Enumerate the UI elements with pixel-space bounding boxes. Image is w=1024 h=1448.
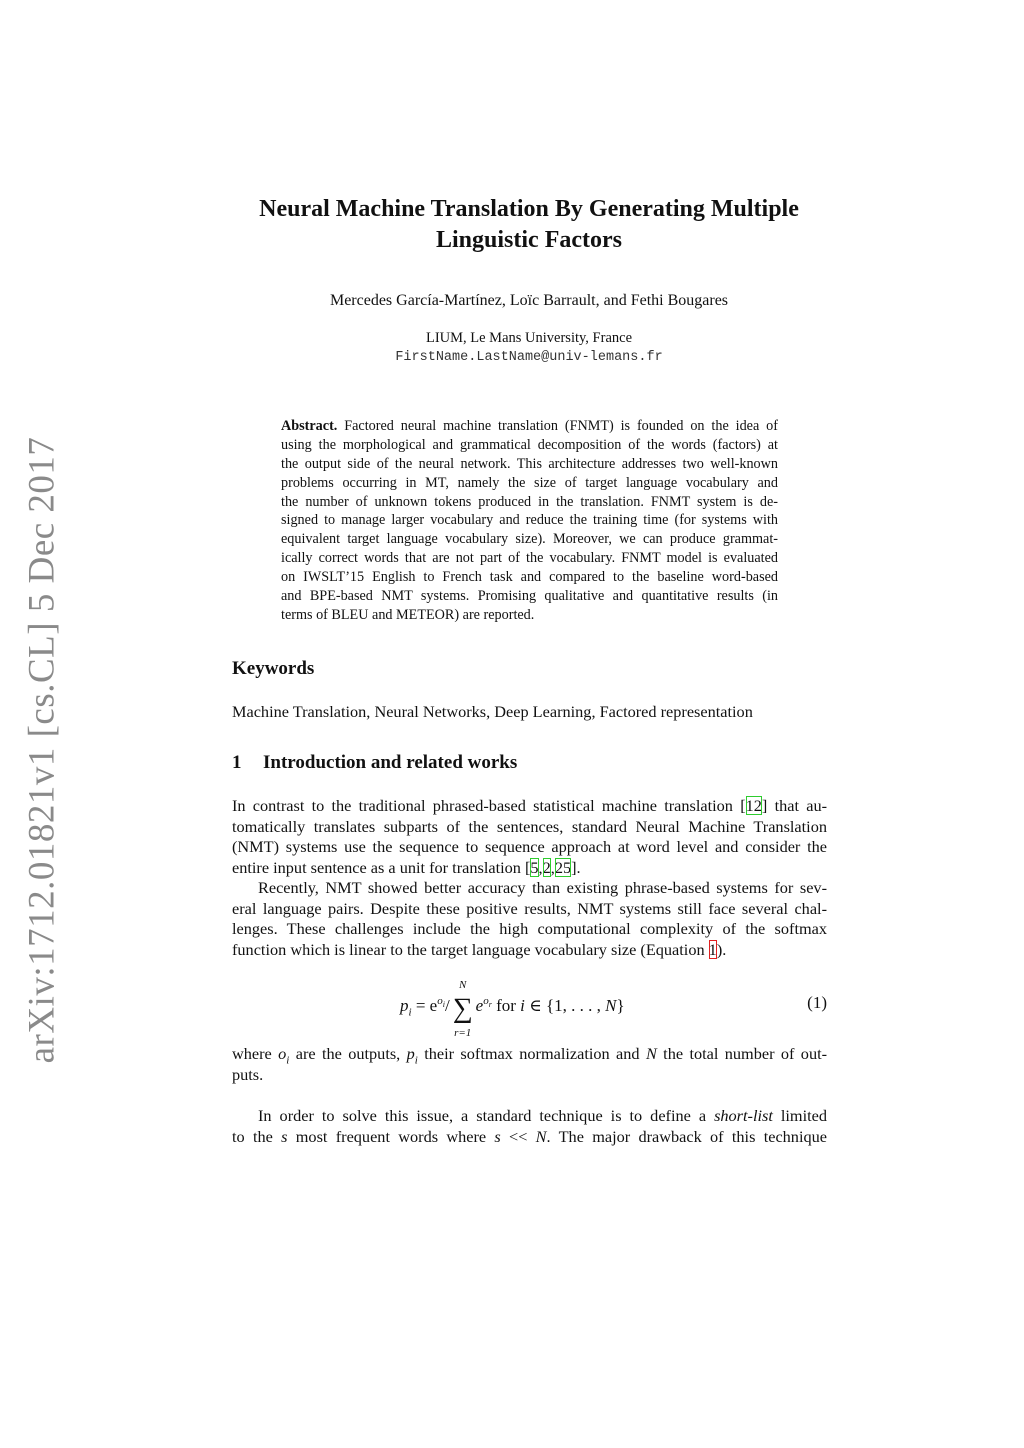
text: function which is linear to the target language vocabulary size (Equation [232,939,709,959]
equation-number: (1) [807,993,827,1012]
body-line: Recently, NMT showed better accuracy than existing phrase-based systems for sev- [258,878,827,897]
keywords-text: Machine Translation, Neural Networks, Deep Learning, Factored representation [232,702,753,721]
abstract-text: Factored neural machine translation (FNMT) is founded on the idea of [337,418,778,434]
text: most frequent words where [287,1126,495,1146]
paragraph-4 [232,1106,827,1147]
text: are the outputs, [289,1044,407,1063]
section-number: 1 [232,752,242,773]
body-line [232,940,827,961]
citation-link[interactable]: 2 [542,857,551,877]
body-line [232,1044,827,1065]
paragraph-2 [232,878,827,960]
citation-link[interactable]: 25 [554,857,572,877]
text: ). [716,939,727,959]
math: s [281,1126,288,1146]
section-title: Introduction and related works [263,752,518,773]
body-line: puts. [232,1064,264,1084]
sigma: ∑ [452,993,473,1024]
text: , [538,857,543,877]
text: In order to solve this issue, a standard technique is to define a [258,1106,715,1125]
math: } [616,996,625,1015]
abstract-line: the number of unknown tokens produced in the translation. FNMT system is de- [281,493,778,510]
authors: Mercedes García-Martínez, Loïc Barrault, and Fethi Bougares [329,292,729,309]
text: where [232,1044,279,1063]
body-line: eral language pairs. Despite these positive results, NMT systems still face several chal- [232,898,827,918]
summation [450,979,476,1039]
math: o [437,995,443,1008]
math: i [414,1054,418,1067]
math: N [535,1126,547,1146]
abstract-line: equivalent target language vocabulary size). Moreover, we can produce grammat- [281,531,778,548]
paper-title [200,194,858,256]
math: = e [411,996,438,1015]
affiliation: LIUM, Le Mans University, France [425,330,633,346]
abstract-line: on IWSLT’15 English to French task and compared to the baseline word-based [281,569,778,586]
math: / [444,996,450,1015]
text: to the [232,1126,282,1146]
paragraph-3 [232,1044,827,1085]
body-line: lenges. These challenges include the high computational complexity of the softmax [232,919,827,938]
abstract-label: Abstract. [281,418,338,434]
abstract-line: problems occurring in MT, namely the size of target language vocabulary and [281,474,778,491]
math: o [483,995,489,1008]
abstract-line: signed to manage larger vocabulary and reduce the training time (for systems with [281,512,778,529]
citation-link[interactable]: 5 [530,857,539,877]
body-line [232,858,827,879]
text: entire input sentence as a unit for translation [ [232,857,531,877]
arxiv-identifier-stamp: arXiv:1712.01821v1 [cs.CL] 5 Dec 2017 [21,436,63,1064]
math: e [475,996,484,1015]
body-line [232,1106,827,1127]
text: ]. [571,857,581,877]
text: limited [772,1106,827,1125]
math: r [488,1000,492,1010]
math: i [442,1000,445,1010]
text: their softmax normalization and [417,1044,646,1063]
citation-link[interactable]: 12 [745,796,762,815]
emphasis: short-list [714,1106,773,1125]
sum-lower: r=1 [454,1027,472,1039]
paragraph-1 [232,796,827,878]
math: i [520,996,525,1015]
equation-reference-link[interactable]: 1 [708,939,717,959]
math: << [500,1126,536,1146]
text: the total number of out- [656,1044,828,1063]
sum-upper: N [459,979,467,991]
abstract-line: terms of BLEU and METEOR) are reported. [281,606,535,623]
abstract-line [281,417,778,436]
section-heading [232,752,517,774]
abstract-line: the output side of the neural network. This architecture addresses two well-known [281,455,778,472]
math: p [400,996,409,1015]
abstract-line: ically correct words that are not part of the vocabulary. FNMT model is evaluated [281,550,778,567]
text: . The major drawback of this technique [546,1126,827,1146]
math: ∈ {1, . . . , [524,996,606,1015]
title-line: Linguistic Factors [436,227,622,253]
abstract-line: using the morphological and grammatical decomposition of the words (factors) at [281,436,778,453]
body-line [232,1127,827,1148]
abstract-line: and BPE-based NMT systems. Promising qualitative and quantitative results (in [281,588,778,605]
text: ] that au- [761,796,828,815]
text: In contrast to the traditional phrased-based statistical machine translation [ [232,796,746,815]
title-line: Neural Machine Translation By Generating Multiple [259,196,799,222]
math: i [286,1054,290,1067]
math: s [494,1126,501,1146]
math: N [645,1044,657,1063]
text: , [550,857,555,877]
math: N [605,996,617,1015]
softmax-formula [400,979,625,1039]
math: for [491,996,521,1015]
body-line [232,796,827,817]
math: i [408,1006,412,1019]
body-line: (NMT) systems use the sequence to sequence approach at word level and consider the [232,837,827,856]
body-line: tomatically translates subparts of the sentences, standard Neural Machine Translation [232,816,827,836]
email: FirstName.LastName@univ-lemans.fr [395,350,663,365]
equation-1 [232,975,827,1039]
math: p [406,1044,415,1063]
math: o [278,1044,287,1063]
keywords-heading: Keywords [232,658,315,679]
abstract [281,417,778,625]
